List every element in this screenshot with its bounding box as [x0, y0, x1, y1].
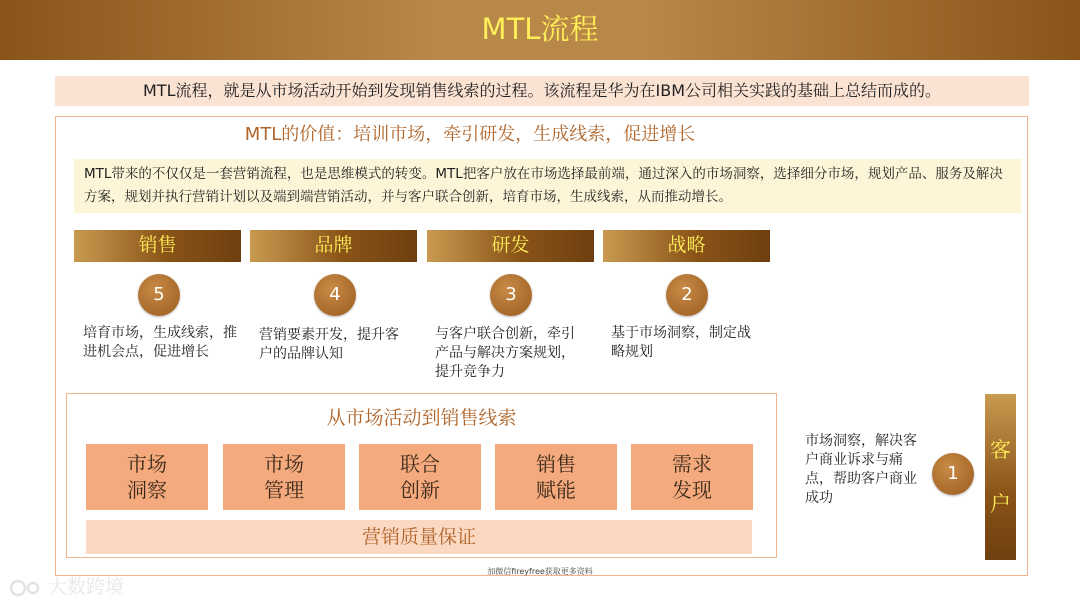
- stage-number-5: 5: [138, 274, 180, 316]
- process-title: 从市场活动到销售线索: [326, 407, 517, 429]
- stage-number-2: 2: [666, 274, 708, 316]
- stage-header-brand: 品牌: [250, 230, 417, 262]
- stage-header-rnd: 研发: [427, 230, 594, 262]
- process-step-market-management: 市场管理: [223, 444, 345, 510]
- stage-text-sales: 培育市场，生成线索，推进机会点，促进增长: [83, 325, 237, 360]
- footer-note: 加微信fireyfree获取更多资料: [487, 567, 593, 576]
- value-description: MTL带来的不仅仅是一套营销流程，也是思维模式的转变。MTL把客户放在市场选择最前端，通过深入的市场洞察，选择细分市场，规划产品、服务及解决方案，规划并执行营销计划以及端到端营销活动，并与客户联合创新，培育市场，生成线索，从而推动增长。: [74, 159, 1021, 213]
- stage-number-3: 3: [490, 274, 532, 316]
- customer-bar: [985, 394, 1016, 560]
- process-step-sales-enablement: 销售赋能: [495, 444, 617, 510]
- stage-header-sales: 销售: [74, 230, 241, 262]
- process-step-joint-innovation: 联合创新: [359, 444, 481, 510]
- value-title: MTL的价值：培训市场，牵引研发，生成线索，促进增长: [244, 124, 696, 145]
- watermark-logo-icon: [8, 576, 48, 600]
- page-title: MTL流程: [481, 12, 599, 46]
- customer-label-bottom: 户: [990, 492, 1011, 516]
- watermark-text: 大数跨境: [48, 576, 125, 598]
- intro-banner: MTL流程，就是从市场活动开始到发现销售线索的过程。该流程是华为在IBM公司相关实践的基础上总结而成的。: [55, 76, 1029, 106]
- stage-text-rnd: 与客户联合创新，牵引产品与解决方案规划，提升竞争力: [435, 326, 575, 380]
- stage-number-4: 4: [314, 274, 356, 316]
- stage-header-strategy: 战略: [603, 230, 770, 262]
- process-step-demand-discovery: 需求发现: [631, 444, 753, 510]
- quality-assurance-bar: 营销质量保证: [86, 520, 752, 554]
- customer-label-top: 客: [990, 438, 1011, 462]
- stage-text-strategy: 基于市场洞察，制定战略规划: [611, 325, 751, 360]
- stage-number-1: 1: [932, 453, 974, 495]
- customer-text: 市场洞察，解决客户商业诉求与痛点，帮助客户商业成功: [805, 433, 917, 506]
- process-step-market-insight: 市场洞察: [86, 444, 208, 510]
- stage-text-brand: 营销要素开发，提升客户的品牌认知: [259, 327, 399, 362]
